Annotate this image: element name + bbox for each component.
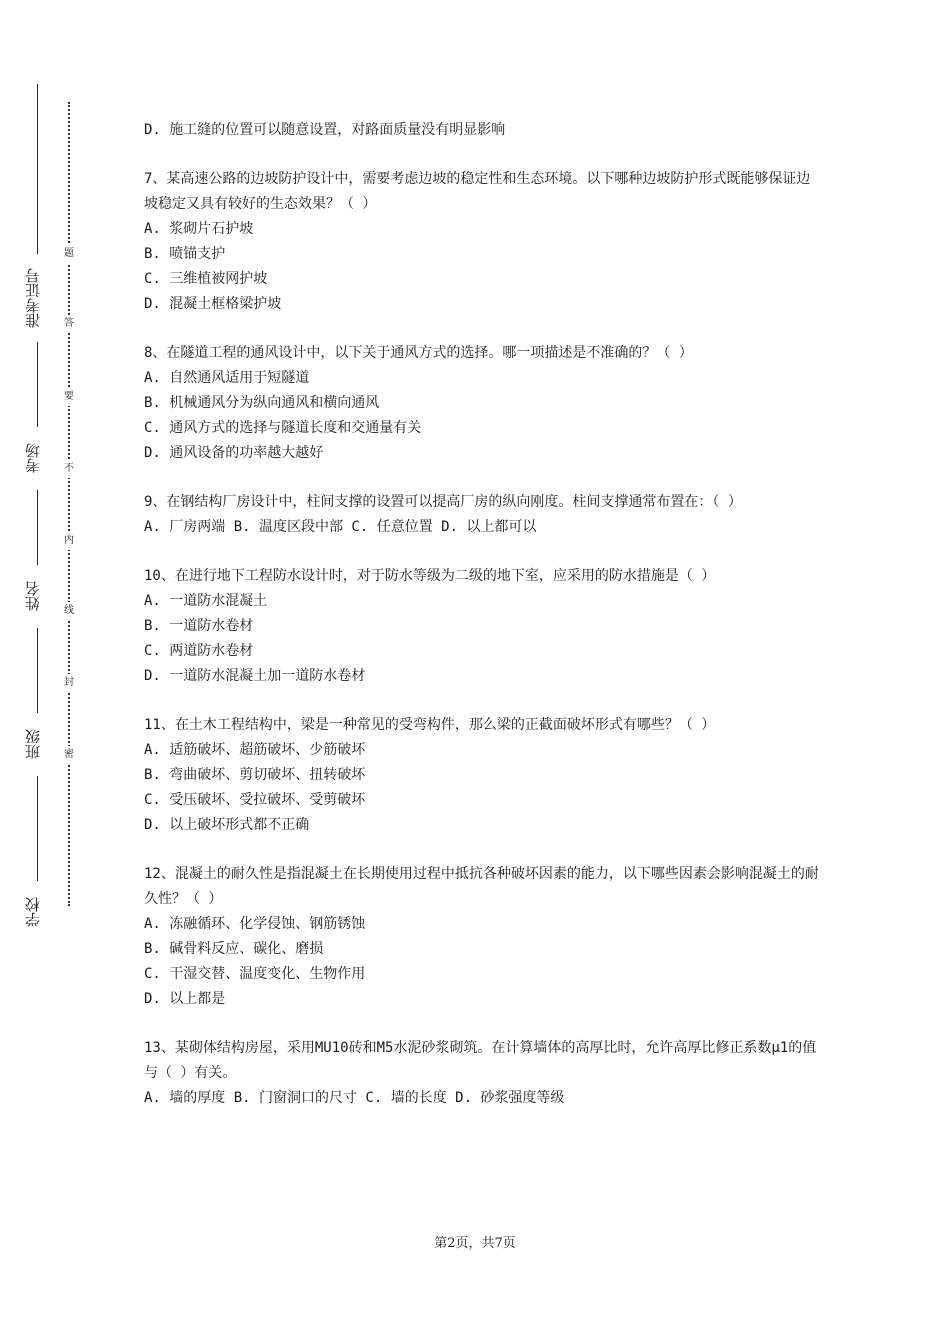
- option-a: A. 自然通风适用于短隧道: [144, 370, 310, 386]
- question-stem: 10、在进行地下工程防水设计时，对于防水等级为二级的地下室，应采用的防水措施是（ ）: [144, 568, 716, 584]
- name-label: 姓名: [24, 581, 42, 612]
- seal-dotted-line: [68, 102, 70, 906]
- seal-char: 要: [58, 388, 80, 406]
- option-c: C. 两道防水卷材: [144, 643, 254, 659]
- option-b: B. 弯曲破坏、剪切破坏、扭转破坏: [144, 767, 366, 783]
- option-c: C. 干湿交替、温度变化、生物作用: [144, 966, 366, 982]
- question-stem: 9、在钢结构厂房设计中，柱间支撑的设置可以提高厂房的纵向刚度。柱间支撑通常布置在：（ ）: [144, 494, 742, 510]
- class-label: 班级: [24, 729, 42, 760]
- option-a: A. 冻融循环、化学侵蚀、钢筋锈蚀: [144, 916, 366, 932]
- school-label: 学校: [24, 897, 42, 928]
- margin-rule: [37, 628, 38, 713]
- option-c: C. 受压破坏、受拉破坏、受剪破坏: [144, 792, 366, 808]
- question-6-tail: [144, 118, 824, 143]
- question-7: [144, 167, 824, 317]
- seal-char: 内: [58, 532, 80, 550]
- margin-rule: [37, 84, 38, 254]
- question-10: [144, 564, 824, 689]
- page-number: 第2页，共7页: [434, 1236, 516, 1251]
- seal-char: 密: [58, 746, 80, 764]
- question-12: [144, 862, 824, 1012]
- option-d: D. 混凝土框格梁护坡: [144, 296, 282, 312]
- question-13: [144, 1036, 824, 1111]
- question-stem: 13、某砌体结构房屋，采用MU10砖和M5水泥砂浆砌筑。在计算墙体的高厚比时，允许高厚比修正系数μ1的值与（ ）有关。: [144, 1040, 817, 1081]
- seal-char: 题: [58, 245, 80, 263]
- option-c: C. 三维植被网护坡: [144, 271, 268, 287]
- seal-char: 答: [58, 315, 80, 333]
- margin-rule: [37, 490, 38, 565]
- option-row: A. 厂房两端 B. 温度区段中部 C. 任意位置 D. 以上都可以: [144, 519, 537, 535]
- exam-room-label: 考场: [24, 443, 42, 474]
- option-b: B. 喷锚支护: [144, 246, 226, 262]
- option-d: D. 一道防水混凝土加一道防水卷材: [144, 668, 366, 684]
- option-d: D. 以上破坏形式都不正确: [144, 817, 310, 833]
- option-a: A. 一道防水混凝土: [144, 593, 268, 609]
- option-b: B. 一道防水卷材: [144, 618, 254, 634]
- option-d: D. 通风设备的功率越大越好: [144, 445, 324, 461]
- margin-rule: [37, 776, 38, 881]
- question-9: [144, 490, 824, 540]
- option-b: B. 碱骨料反应、碳化、磨损: [144, 941, 324, 957]
- option-c: C. 通风方式的选择与隧道长度和交通量有关: [144, 420, 422, 436]
- question-stem: 11、在土木工程结构中，梁是一种常见的受弯构件，那么梁的正截面破坏形式有哪些？（ ）: [144, 717, 716, 733]
- seal-char: 不: [58, 460, 80, 478]
- question-11: [144, 713, 824, 838]
- exam-number-label: 准考证号: [24, 268, 42, 328]
- question-stem: 12、混凝土的耐久性是指混凝土在长期使用过程中抵抗各种破坏因素的能力，以下哪些因素会影响混凝土的耐久性？（ ）: [144, 866, 819, 907]
- question-8: [144, 341, 824, 466]
- option-b: B. 机械通风分为纵向通风和横向通风: [144, 395, 380, 411]
- seal-char: 封: [58, 674, 80, 692]
- option-a: A. 适筋破坏、超筋破坏、少筋破坏: [144, 742, 366, 758]
- question-list: [144, 118, 824, 1135]
- option-a: A. 浆砌片石护坡: [144, 221, 254, 237]
- margin-rule: [37, 342, 38, 427]
- question-stem: 7、某高速公路的边坡防护设计中，需要考虑边坡的稳定性和生态环境。以下哪种边坡防护形式既能够保证边坡稳定又具有较好的生态效果？（ ）: [144, 171, 811, 212]
- option-d: D. 以上都是: [144, 991, 226, 1007]
- option-row: A. 墙的厚度 B. 门窗洞口的尺寸 C. 墙的长度 D. 砂浆强度等级: [144, 1090, 565, 1106]
- question-stem: 8、在隧道工程的通风设计中，以下关于通风方式的选择。哪一项描述是不准确的？（ ）: [144, 345, 693, 361]
- seal-char: 线: [58, 602, 80, 620]
- option-d: D. 施工缝的位置可以随意设置，对路面质量没有明显影响: [144, 122, 506, 138]
